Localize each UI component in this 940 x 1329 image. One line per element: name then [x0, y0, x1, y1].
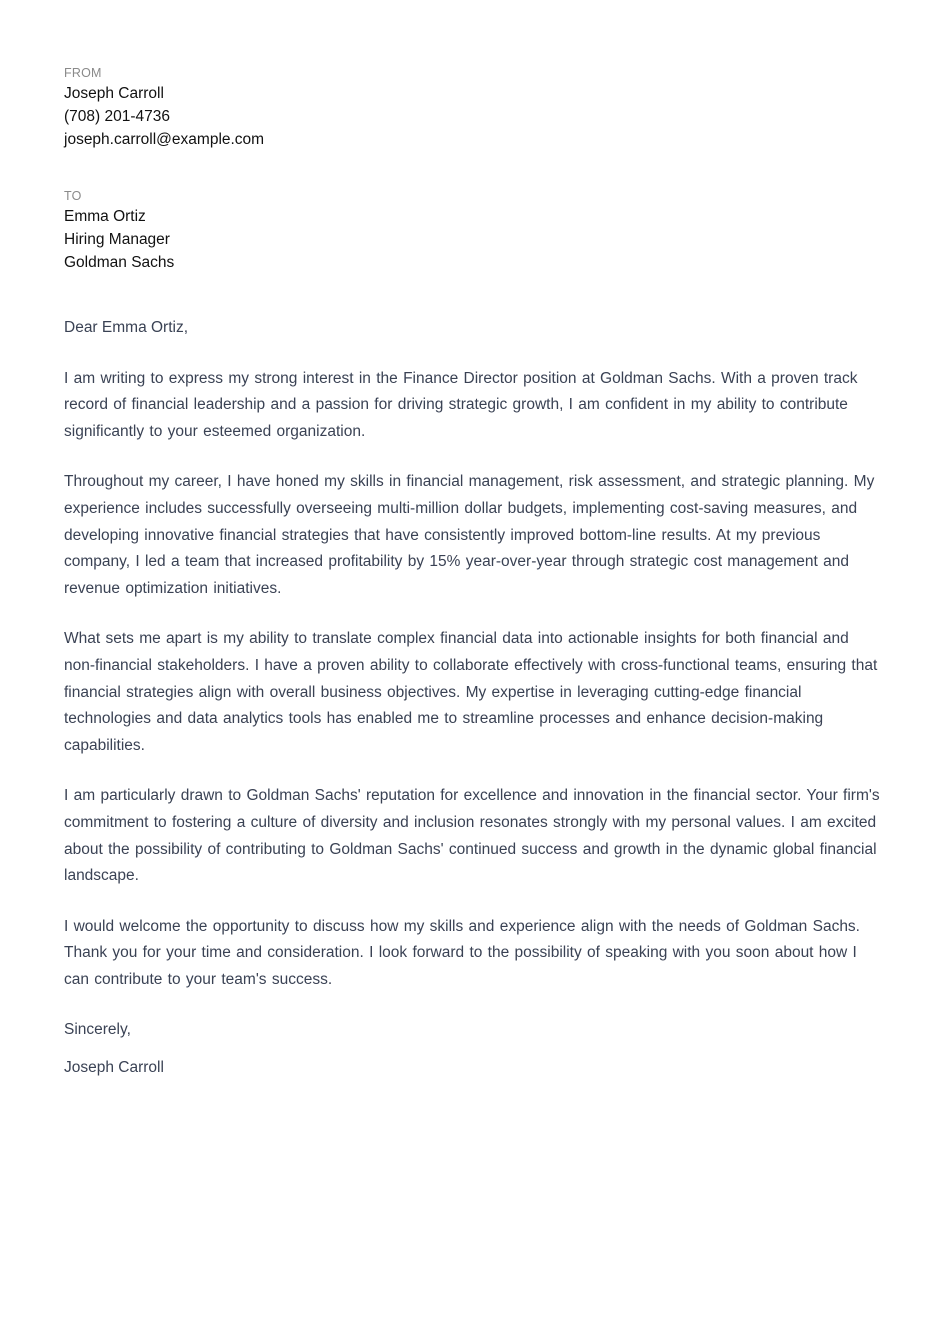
recipient-company: Goldman Sachs: [64, 254, 175, 271]
sender-phone: (708) 201-4736: [64, 108, 170, 125]
recipient-block: [64, 187, 884, 274]
salutation: Dear Emma Ortiz,: [64, 319, 189, 336]
body-paragraph-intro: I am writing to express my strong interest in the Finance Director position at Goldman Sachs. With a proven track record of financial leadership and a passion for driving strategic growth, I am confident in my ability to contribute significantly to your esteemed organization.: [64, 369, 858, 440]
signature: Joseph Carroll: [64, 1059, 164, 1077]
body-paragraph-experience: Throughout my career, I have honed my skills in financial management, risk assessment, and strategic planning. My experience includes successfully overseeing multi-million dollar budgets, implementing cost-saving measures, and developing innovative financial strategies that have consistently improved bottom-line results. At my previous company, I led a team that increased profitability by 15% year-over-year through strategic cost management and revenue optimization initiatives.: [64, 473, 875, 597]
sender-name: Joseph Carroll: [64, 85, 164, 102]
closing: Sincerely,: [64, 1021, 131, 1039]
recipient-name: Emma Ortiz: [64, 208, 146, 225]
from-label: FROM: [64, 66, 102, 80]
body-paragraph-motivation: I am particularly drawn to Goldman Sachs' reputation for excellence and innovation in the financial sector. Your firm's commitment to fostering a culture of diversity and inclusion resonates strongly with my personal values. I am excited about the possibility of contributing to Goldman Sachs' continued success and growth in the dynamic global financial landscape.: [64, 787, 880, 885]
body-paragraph-strengths: What sets me apart is my ability to translate complex financial data into actionable insights for both financial and non-financial stakeholders. I have a proven ability to collaborate effectively with cross-functional teams, ensuring that financial strategies align with overall business objectives. My expertise in leveraging cutting-edge financial technologies and data analytics tools has enabled me to streamline processes and enhance decision-making capabilities.: [64, 630, 878, 754]
sender-email: joseph.carroll@example.com: [64, 131, 265, 148]
to-label: TO: [64, 189, 82, 203]
body-paragraph-closing: I would welcome the opportunity to discuss how my skills and experience align with the needs of Goldman Sachs. Thank you for your time and consideration. I look forward to the possibility of speaking with you soon about how I can contribute to your team's success.: [64, 917, 860, 988]
sender-block: [64, 64, 884, 151]
recipient-title: Hiring Manager: [64, 231, 170, 248]
cover-letter: [64, 64, 884, 1082]
